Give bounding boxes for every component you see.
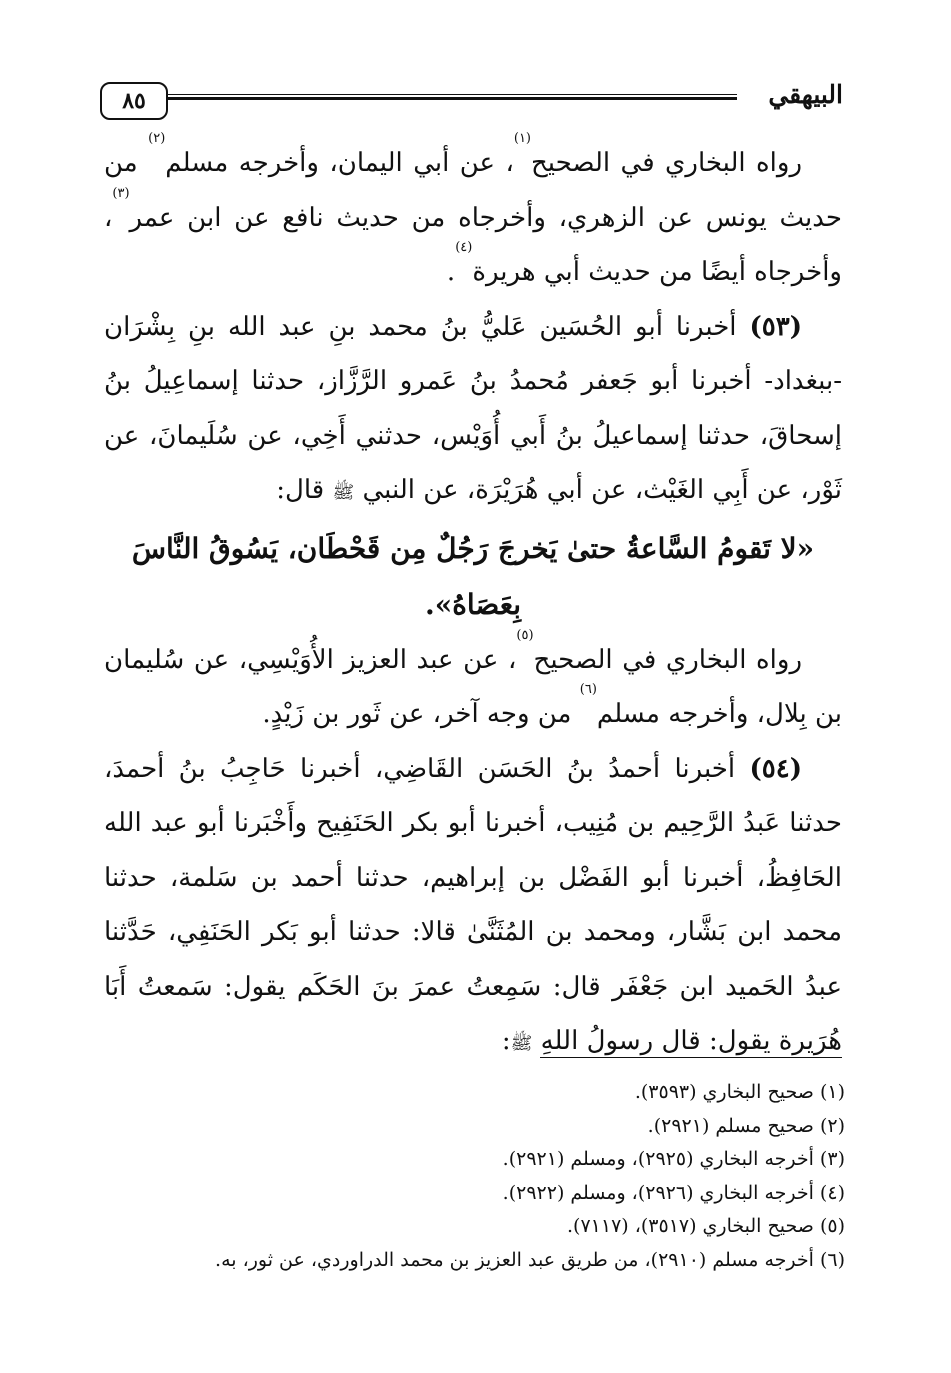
text-run: : — [501, 1026, 511, 1056]
footnote-5: (٥) صحيح البخاري (٣٥١٧)، (٧١١٧). — [567, 1215, 845, 1237]
hadith-text-53: «لا تَقومُ السَّاعةُ حتىٰ يَخرجَ رَجُلٌ مِن قَحْطَان، يَسُوقُ النَّاسَ بِعَصَاهُ». — [131, 531, 815, 621]
footnote-marker-1: (١) — [513, 131, 531, 146]
footnote-marker-5: (٥) — [516, 627, 534, 643]
section-54-isnad — [104, 742, 842, 1072]
section-53-isnad — [104, 300, 842, 521]
footnote-marker-2: (٢) — [148, 131, 166, 146]
text-run: رواه البخاري في الصحيح — [533, 644, 803, 675]
page-header — [100, 82, 843, 122]
text-run: ، عن عبد العزيز الأُوَيْسِي، عن سُليمان بن بِلال، وأخرجه مسلم — [104, 644, 842, 729]
footnote-2: (٢) صحيح مسلم (٢٩٢١). — [647, 1114, 845, 1137]
footnote-3: (٣) أخرجه البخاري (٢٩٢٥)، ومسلم (٢٩٢١). — [502, 1148, 845, 1170]
text-run: رواه البخاري في الصحيح — [531, 148, 803, 178]
section-number: (٥٤) — [749, 753, 802, 784]
paragraph-riwaya-53 — [104, 627, 842, 742]
text-run: من وجه آخر، عن ثَور بن زَيْدٍ. — [262, 699, 580, 729]
header-rule — [166, 94, 737, 100]
text-run: من حديث يونس عن الزهري، وأخرجاه من حديث نافع عن ابن عمر — [104, 148, 842, 233]
paragraph-riwaya-52 — [104, 131, 842, 300]
footnote-1: (١) صحيح البخاري (٣٥٩٣). — [634, 1081, 845, 1103]
salawat-glyph: ﷺ — [510, 1033, 533, 1054]
text-run: قال: — [276, 475, 333, 505]
footnotes — [105, 1076, 845, 1277]
text-run: ، وأخرجاه أيضًا من حديث أبي هريرة — [104, 202, 842, 287]
text-run: . — [446, 257, 456, 287]
footnote-4: (٤) أخرجه البخاري (٢٩٢٦)، ومسلم (٢٩٢٢). — [502, 1181, 845, 1204]
text-run: ، عن أبي اليمان، وأخرجه مسلم — [165, 148, 514, 178]
footnote-marker-6: (٦) — [579, 682, 597, 697]
footnote-marker-3: (٣) — [112, 185, 130, 201]
salawat-glyph: ﷺ — [332, 482, 355, 503]
main-text — [104, 131, 842, 1072]
footnote-marker-4: (٤) — [455, 240, 473, 255]
isnad-text: أخبرنا أحمدُ بنُ الحَسَن القَاضِي، أخبرنا حَاجِبُ بنُ أحمدَ، حدثنا عَبدُ الرَّحِيم بن مُنِيب، أخبرنا أبو بكر الحَنَفِيح وأَخْبَرنا أبو عبد الله الحَافِظُ، أخبرنا أبو الفَضْل بن إبراهيم، حدثنا أحمد بن سَلمة، حدثنا محمد ابن بَشَّار، ومحمد بن المُثَنَّىٰ قالا: حدثنا أبو بَكر الحَنَفِي، حَدَّثنا عبدُ الحَميد ابن جَعْفَر قال: سَمِعتُ عمرَ بنَ الحَكَم يقول: سَمعتُ أَبَا هُرَيرة يقول: قال رسولُ اللهِ — [104, 753, 842, 1056]
isnad-text: أخبرنا أبو الحُسَين عَليُّ بنُ محمد بنِ عبد الله بنِ بِشْرَان -ببغداد- أخبرنا أبو جَعفر مُحمدُ بنُ عَمرو الرَّزَّاز، حدثنا إسماعِيلُ بنُ إسحاقَ، حدثنا إسماعيلُ بنُ أَبي أُوَيْس، حدثني أَخِي، عن سُلَيمانَ، عن ثَوْر، عن أَبِي الغَيْث، عن أبي هُرَيْرَة، عن النبي — [104, 311, 842, 505]
footnote-6: (٦) أخرجه مسلم (٢٩١٠)، من طريق عبد العزيز بن محمد الدراوردي، عن ثور، به. — [215, 1248, 845, 1271]
running-title: البيهقي — [768, 80, 843, 109]
page-number: ٨٥ — [100, 82, 168, 120]
section-number: (٥٣) — [749, 311, 802, 342]
footnote-separator — [540, 1057, 842, 1058]
